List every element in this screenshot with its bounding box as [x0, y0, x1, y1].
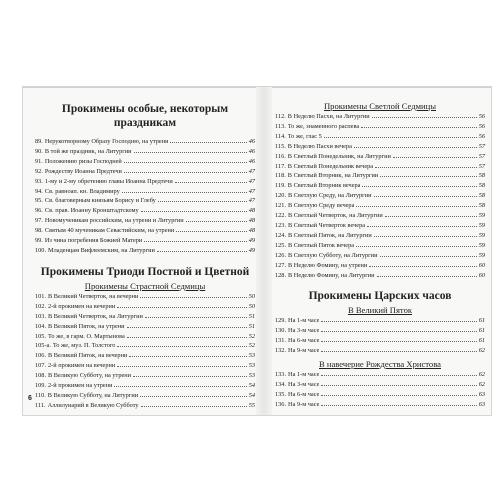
entry-number: 129. [275, 317, 287, 325]
entry-page: 47 [248, 167, 255, 175]
toc-entry [275, 251, 485, 261]
dot-leader [354, 147, 477, 148]
toc-entry [275, 132, 485, 142]
toc-entry [275, 241, 485, 251]
entry-page: 61 [478, 317, 485, 325]
dot-leader [170, 142, 246, 143]
entry-page: 58 [478, 202, 485, 210]
toc-list-great-friday [275, 316, 485, 356]
dot-leader [362, 186, 476, 187]
entry-page: 62 [478, 380, 485, 388]
toc-entry [275, 122, 485, 132]
toc-entry [35, 322, 255, 332]
toc-entry [35, 206, 255, 216]
entry-title: 2-й прокимен на вечерни [48, 302, 116, 310]
subheading-nativity-eve: В навечерие Рождества Христова [319, 359, 441, 370]
dot-leader [324, 137, 477, 138]
dot-leader [157, 251, 247, 252]
toc-entry [35, 292, 255, 302]
entry-page: 52 [248, 332, 255, 340]
entry-page: 50 [248, 292, 255, 300]
dot-leader [124, 162, 247, 163]
entry-title: На 9-м часе [288, 400, 320, 408]
entry-page: 47 [248, 187, 255, 195]
entry-title: На 6-м часе [288, 337, 320, 345]
toc-entry [275, 221, 485, 231]
toc-entry [275, 142, 485, 152]
entry-number: 91. [35, 157, 43, 165]
entry-title: В Великий Пяток, на утрени [48, 322, 125, 330]
entry-title: В Неделю Пасхи вечера [287, 142, 352, 150]
entry-title: В Светлую Среду вечера [288, 202, 355, 210]
dot-leader [321, 321, 476, 322]
entry-number: 104. [35, 322, 47, 330]
entry-title: В той же праздник, на Литургии [44, 147, 132, 155]
dot-leader [144, 241, 246, 242]
entry-title: 1-му и 2-му обретению главы Иоанна Предтечи [44, 177, 173, 185]
toc-entry [275, 370, 485, 380]
entry-number: 117. [275, 162, 286, 170]
entry-number: 95. [35, 197, 43, 205]
toc-entry [35, 157, 255, 167]
dot-leader [321, 405, 476, 406]
toc-entry [35, 391, 255, 401]
toc-entry [35, 177, 255, 187]
entry-page: 49 [248, 237, 255, 245]
entry-page: 56 [478, 132, 485, 140]
entry-page: 57 [478, 142, 485, 150]
entry-title: В Светлый Пяток, на Литургии [288, 231, 372, 239]
entry-page: 48 [248, 227, 255, 235]
entry-title: Рождеству Иоанна Предтечи [44, 167, 122, 175]
entry-page: 47 [248, 197, 255, 205]
entry-page: 53 [248, 372, 255, 380]
heading-triodion-prokeimena: Прокимены Триоди Постной и Цветной [40, 265, 250, 278]
entry-number: 133. [275, 371, 287, 379]
toc-entry [35, 236, 255, 246]
toc-entry [275, 336, 485, 346]
entry-title: В Светлый Понедельник, на Литургии [287, 152, 391, 160]
entry-number: 122. [275, 212, 287, 220]
entry-number: 89. [35, 138, 43, 145]
entry-title: В Светлую Субботу, на Литургии [288, 251, 378, 259]
entry-number: 102. [35, 302, 47, 310]
heading-special-prokeimena: Прокимены особые, некоторым праздникам [61, 103, 229, 129]
dot-leader [385, 216, 477, 217]
entry-page: 61 [478, 327, 485, 335]
dot-leader [367, 226, 477, 227]
entry-number: 97. [35, 217, 43, 225]
book-spread [22, 86, 492, 416]
entry-title: Св. благоверным князьям Борису и Глебу [44, 197, 156, 205]
toc-entry [275, 201, 485, 211]
entry-title: В Великий Четверток, на вечерни [48, 292, 139, 300]
toc-entry [35, 401, 255, 411]
entry-number: 118. [275, 172, 286, 180]
dot-leader [321, 385, 476, 386]
dot-leader [375, 167, 477, 168]
entry-page: 63 [478, 390, 485, 398]
entry-page: 54 [248, 391, 255, 399]
entry-number: 107. [35, 362, 47, 370]
dot-leader [114, 386, 246, 387]
entry-title: То же, глас 5 [287, 132, 322, 140]
entry-number: 123. [275, 221, 287, 229]
entry-number: 93. [35, 177, 43, 185]
entry-page: 59 [478, 251, 485, 259]
toc-entry [35, 361, 255, 371]
entry-page: 59 [478, 221, 485, 229]
toc-entry [35, 216, 255, 226]
dot-leader [380, 256, 477, 257]
entry-page: 60 [478, 271, 485, 279]
entry-page: 50 [248, 302, 255, 310]
right-page [275, 87, 485, 410]
dot-leader [380, 176, 477, 177]
dot-leader [321, 351, 476, 352]
dot-leader [122, 192, 247, 193]
toc-entry [35, 187, 255, 197]
toc-entry [275, 261, 485, 271]
entry-title: 2-й прокимен на вечерни [48, 362, 116, 370]
dot-leader [175, 182, 247, 183]
toc-entry [275, 181, 485, 191]
entry-page: 47 [248, 177, 255, 185]
entry-title: В Неделю Пасхи, на Литургии [287, 113, 370, 120]
dot-leader [117, 307, 247, 308]
page-number: 6 [28, 395, 32, 402]
entry-page: 58 [478, 192, 485, 200]
entry-number: 127. [275, 261, 287, 269]
entry-number: 132. [275, 347, 287, 355]
entry-number: 128. [275, 271, 287, 279]
entry-title: В Великую Субботу, на Литургии [47, 391, 139, 399]
dot-leader [176, 231, 246, 232]
toc-entry [35, 246, 255, 256]
entry-page: 56 [478, 122, 485, 130]
entry-number: 124. [275, 231, 287, 239]
entry-number: 130. [275, 327, 287, 335]
toc-entry [275, 346, 485, 356]
entry-title: На 3-м часе [288, 380, 320, 388]
entry-number: 116. [275, 152, 286, 160]
dot-leader [393, 157, 477, 158]
toc-entry [275, 400, 485, 410]
toc-entry [275, 326, 485, 336]
entry-title: В Великую Субботу, на утрени [48, 372, 132, 380]
entry-title: Аллилуиарий в Великую Субботу [47, 401, 139, 409]
entry-title: На 3-м часе [288, 327, 320, 335]
dot-leader [145, 317, 247, 318]
dot-leader [124, 172, 247, 173]
entry-page: 57 [478, 152, 485, 160]
dot-leader [127, 337, 247, 338]
entry-title: Положению ризы Господней [44, 157, 122, 165]
entry-title: То же, знаменного распева [287, 122, 360, 130]
entry-page: 61 [478, 337, 485, 345]
entry-title: В Великий Четверток, на Литургии [48, 312, 143, 320]
toc-entry [275, 231, 485, 241]
entry-number: 134. [275, 380, 287, 388]
entry-number: 111. [35, 401, 46, 409]
entry-number: 92. [35, 167, 43, 175]
book-gutter [256, 87, 272, 415]
toc-entry [275, 191, 485, 201]
entry-title: В Великий Пяток, на вечерни [48, 352, 128, 360]
dot-leader [140, 297, 246, 298]
dot-leader [321, 375, 476, 376]
entry-number: 120. [275, 192, 287, 200]
entry-title: Младенцам Вифлеемским, на Литургии [48, 246, 155, 254]
dot-leader [127, 327, 247, 328]
dot-leader [141, 406, 247, 407]
heading-royal-hours: Прокимены Царских часов [308, 290, 452, 303]
entry-page: 54 [248, 382, 255, 390]
entry-number: 106. [35, 352, 47, 360]
entry-title: Новомученикам российским, на утрени и Литургии [44, 217, 184, 225]
entry-title: В Светлый Четверток вечера [288, 221, 366, 229]
toc-entry [35, 381, 255, 391]
entry-number: 100. [35, 246, 47, 254]
dot-leader [321, 395, 476, 396]
entry-page: 59 [478, 231, 485, 239]
entry-number: 125. [275, 241, 287, 249]
entry-title: 2-й прокимен на утрени [48, 382, 113, 390]
entry-page: 53 [248, 362, 255, 370]
entry-title: То же, муз. П. Толстого [52, 342, 116, 350]
dot-leader [186, 221, 247, 222]
dot-leader [321, 341, 476, 342]
entry-page: 48 [248, 207, 255, 215]
entry-number: 105-а. [35, 342, 51, 350]
entry-number: 105. [35, 332, 47, 340]
entry-title: В Светлый Четверток, на Литургии [288, 212, 383, 220]
entry-number: 101. [35, 292, 47, 300]
entry-title: Из чина погребения Божией Матери [44, 237, 143, 245]
entry-title: Святым 40 мученикам Севастийским, на утрени [44, 227, 175, 235]
toc-entry [35, 196, 255, 206]
entry-page: 52 [248, 342, 255, 350]
toc-entry [35, 351, 255, 361]
entry-number: 115. [275, 142, 286, 150]
toc-entry [35, 341, 255, 351]
dot-leader [117, 346, 246, 347]
toc-list-holy-week [35, 292, 255, 411]
dot-leader [369, 266, 476, 267]
entry-number: 103. [35, 312, 47, 320]
toc-list-bright-week [275, 112, 485, 280]
entry-number: 98. [35, 227, 43, 235]
dot-leader [141, 211, 247, 212]
entry-title: Нерукотворному Образу Господню, на утрени [44, 138, 169, 145]
entry-page: 51 [248, 322, 255, 330]
dot-leader [133, 376, 247, 377]
toc-entry [35, 137, 255, 147]
subheading-great-friday: В Великий Пяток [347, 305, 413, 316]
toc-entry [35, 302, 255, 312]
toc-entry [275, 271, 485, 281]
dot-leader [374, 196, 477, 197]
entry-number: 112. [275, 113, 286, 120]
toc-list-nativity-eve [275, 370, 485, 410]
entry-number: 110. [35, 391, 46, 399]
entry-title: То же, в гарм. О. Мартынова [48, 332, 125, 340]
entry-page: 60 [478, 261, 485, 269]
dot-leader [134, 152, 247, 153]
entry-title: В Светлый Вторник вечера [287, 182, 361, 190]
toc-list-special [35, 137, 255, 256]
entry-number: 113. [275, 122, 286, 130]
entry-title: Св. прав. Иоанну Кронштадтскому [44, 207, 139, 215]
entry-page: 56 [478, 113, 485, 120]
entry-title: На 9-м часе [288, 347, 320, 355]
subheading-bright-week: Прокимены Светлой Седмицы [323, 101, 437, 111]
toc-entry [275, 171, 485, 181]
entry-page: 46 [248, 138, 255, 145]
entry-page: 49 [248, 246, 255, 254]
entry-number: 90. [35, 147, 43, 155]
dot-leader [356, 246, 477, 247]
entry-page: 63 [478, 400, 485, 408]
entry-title: В Светлый Вторник, на Литургии [287, 172, 379, 180]
dot-leader [158, 201, 247, 202]
entry-number: 109. [35, 382, 47, 390]
entry-title: В Неделю Фомину, на Литургии [288, 271, 375, 279]
subheading-holy-week: Прокимены Страстной Седмицы [84, 280, 206, 291]
entry-page: 59 [478, 212, 485, 220]
entry-page: 46 [248, 157, 255, 165]
toc-entry [275, 211, 485, 221]
dot-leader [321, 331, 476, 332]
toc-entry [275, 162, 485, 172]
entry-title: В Светлый Пяток вечера [288, 241, 355, 249]
toc-entry [35, 226, 255, 236]
dot-leader [117, 366, 247, 367]
entry-number: 99. [35, 237, 43, 245]
entry-number: 136. [275, 400, 287, 408]
dot-leader [377, 276, 477, 277]
entry-number: 135. [275, 390, 287, 398]
entry-page: 46 [248, 147, 255, 155]
toc-entry [275, 380, 485, 390]
toc-entry [35, 312, 255, 322]
entry-page: 59 [478, 241, 485, 249]
entry-page: 62 [478, 371, 485, 379]
left-page [35, 87, 255, 411]
entry-number: 108. [35, 372, 47, 380]
entry-number: 114. [275, 132, 286, 140]
toc-entry [275, 316, 485, 326]
entry-title: В Светлый Понедельник вечера [287, 162, 374, 170]
dot-leader [374, 236, 477, 237]
toc-entry [35, 371, 255, 381]
entry-number: 126. [275, 251, 287, 259]
entry-page: 62 [478, 347, 485, 355]
entry-title: В Неделю Фомину, на утрени [288, 261, 368, 269]
entry-page: 57 [478, 162, 485, 170]
entry-number: 94. [35, 187, 43, 195]
entry-number: 96. [35, 207, 43, 215]
entry-page: 48 [248, 217, 255, 225]
toc-entry [275, 152, 485, 162]
entry-page: 53 [248, 352, 255, 360]
dot-leader [356, 206, 476, 207]
entry-page: 58 [478, 182, 485, 190]
entry-page: 51 [248, 312, 255, 320]
toc-entry [275, 112, 485, 122]
entry-title: На 1-м часе [288, 317, 320, 325]
dot-leader [129, 356, 246, 357]
entry-title: В Светлую Среду, на Литургии [288, 192, 372, 200]
entry-page: 58 [478, 172, 485, 180]
entry-number: 121. [275, 202, 287, 210]
entry-title: На 1-м часе [288, 371, 320, 379]
toc-entry [35, 167, 255, 177]
entry-number: 131. [275, 337, 287, 345]
dot-leader [372, 117, 477, 118]
entry-number: 119. [275, 182, 286, 190]
entry-title: Св. равноап. кн. Владимиру [44, 187, 120, 195]
toc-entry [275, 390, 485, 400]
toc-entry [35, 147, 255, 157]
entry-page: 55 [248, 401, 255, 409]
entry-title: На 6-м часе [288, 390, 320, 398]
dot-leader [140, 396, 247, 397]
dot-leader [361, 127, 477, 128]
toc-entry [35, 332, 255, 342]
